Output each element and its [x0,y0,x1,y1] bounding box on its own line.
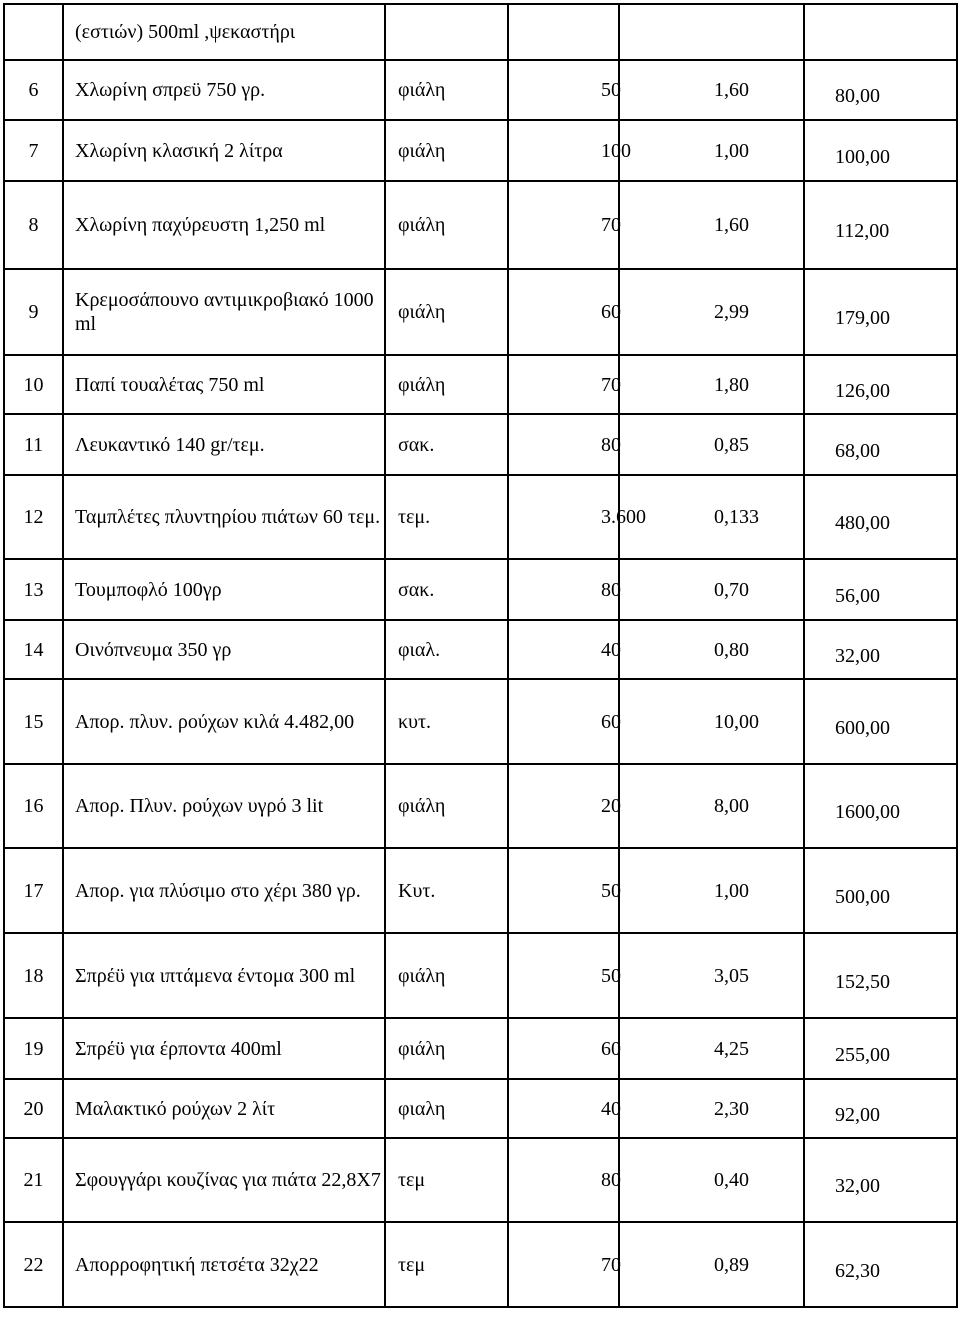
table-row [4,120,957,181]
item-quantity: 80 [508,1138,619,1222]
item-number: 22 [4,1222,63,1307]
item-unit: τεμ [385,1222,508,1307]
item-unit-price [619,4,804,60]
item-description: Σπρέϋ για έρποντα 400ml [63,1018,385,1079]
item-description: Κρεμοσάπουνο αντιμικροβιακό 1000 ml [63,269,385,355]
item-unit: φιάλη [385,269,508,355]
item-unit [385,4,508,60]
table-row [4,1018,957,1079]
item-quantity: 50 [508,933,619,1018]
item-unit: Κυτ. [385,848,508,933]
table-row [4,559,957,620]
table-row [4,414,957,475]
item-number: 11 [4,414,63,475]
table-row [4,181,957,269]
item-description: Σπρέϋ για ιπτάμενα έντομα 300 ml [63,933,385,1018]
item-number: 18 [4,933,63,1018]
item-total: 32,00 [835,1175,880,1197]
item-total: 32,00 [835,644,880,667]
table-row [4,60,957,120]
item-unit-price: 2,99 [619,269,804,355]
item-total: 600,00 [835,716,890,739]
item-number: 10 [4,355,63,414]
table-row [4,269,957,355]
item-description: Λευκαντικό 140 gr/τεμ. [63,414,385,475]
table-row [4,1138,957,1222]
item-number [4,4,63,60]
table-row [4,933,957,1018]
item-number: 16 [4,764,63,848]
item-quantity: 80 [508,414,619,475]
item-unit-price: 10,00 [619,679,804,764]
item-unit-price: 0,40 [619,1138,804,1222]
item-unit: φιάλη [385,764,508,848]
item-number: 7 [4,120,63,181]
item-quantity: 40 [508,1079,619,1138]
item-quantity: 70 [508,355,619,414]
item-quantity [508,4,619,60]
item-unit: φιάλη [385,355,508,414]
item-quantity: 60 [508,679,619,764]
item-total: 500,00 [835,885,890,908]
table-row [4,1079,957,1138]
item-quantity: 100 [508,120,619,181]
item-total: 92,00 [835,1103,880,1126]
item-total: 152,50 [835,970,890,993]
item-quantity: 40 [508,620,619,679]
item-total: 179,00 [835,307,890,329]
item-total: 80,00 [835,85,880,107]
table-row [4,4,957,60]
item-number: 15 [4,679,63,764]
item-description: Απορ. πλυν. ρούχων κιλά 4.482,00 [63,679,385,764]
item-number: 20 [4,1079,63,1138]
table-row [4,848,957,933]
item-number: 9 [4,269,63,355]
item-unit-price: 0,70 [619,559,804,620]
item-quantity: 50 [508,60,619,120]
item-total: 56,00 [835,584,880,607]
item-description: Χλωρίνη σπρεϋ 750 γρ. [63,60,385,120]
item-unit: τεμ. [385,475,508,559]
item-total: 100,00 [835,145,890,168]
item-description: Τουμποφλό 100γρ [63,559,385,620]
item-number: 6 [4,60,63,120]
item-description: Μαλακτικό ρούχων 2 λίτ [63,1079,385,1138]
item-quantity: 3.600 [508,475,619,559]
item-total: 112,00 [835,220,890,242]
items-table [3,3,958,1308]
item-description: Σφουγγάρι κουζίνας για πιάτα 22,8Χ7 [63,1138,385,1222]
item-number: 19 [4,1018,63,1079]
item-total: 126,00 [835,379,890,402]
item-unit-price: 3,05 [619,933,804,1018]
item-number: 14 [4,620,63,679]
item-number: 21 [4,1138,63,1222]
item-description: Χλωρίνη κλασική 2 λίτρα [63,120,385,181]
item-unit: φιάλη [385,120,508,181]
item-unit: φιαλη [385,1079,508,1138]
item-unit-price: 0,133 [619,475,804,559]
item-unit: φιάλη [385,181,508,269]
item-unit-price: 1,00 [619,848,804,933]
item-unit: φιάλη [385,1018,508,1079]
table-row [4,1222,957,1307]
item-description: Απορ. Πλυν. ρούχων υγρό 3 lit [63,764,385,848]
table-row [4,764,957,848]
item-unit-price: 8,00 [619,764,804,848]
item-quantity: 50 [508,848,619,933]
item-number: 12 [4,475,63,559]
item-description: Απορροφητική πετσέτα 32χ22 [63,1222,385,1307]
item-total: 68,00 [835,439,880,462]
item-quantity: 70 [508,181,619,269]
item-total: 62,30 [835,1259,880,1282]
item-unit-price: 2,30 [619,1079,804,1138]
item-description: Οινόπνευμα 350 γρ [63,620,385,679]
item-quantity: 60 [508,269,619,355]
item-unit-price: 1,00 [619,120,804,181]
item-number: 8 [4,181,63,269]
item-description: Απορ. για πλύσιμο στο χέρι 380 γρ. [63,848,385,933]
item-quantity: 60 [508,1018,619,1079]
table-row [4,355,957,414]
table-row [4,475,957,559]
item-total: 255,00 [835,1043,890,1066]
item-number: 13 [4,559,63,620]
item-quantity: 70 [508,1222,619,1307]
item-unit-price: 1,80 [619,355,804,414]
item-quantity: 20 [508,764,619,848]
item-unit-price: 1,60 [619,60,804,120]
item-unit: σακ. [385,559,508,620]
item-unit: τεμ [385,1138,508,1222]
item-description: Χλωρίνη παχύρευστη 1,250 ml [63,181,385,269]
item-unit-price: 4,25 [619,1018,804,1079]
item-unit-price: 1,60 [619,181,804,269]
item-description: (εστιών) 500ml ,ψεκαστήρι [63,4,385,60]
item-unit-price: 0,80 [619,620,804,679]
item-number: 17 [4,848,63,933]
item-description: Παπί τουαλέτας 750 ml [63,355,385,414]
item-quantity: 80 [508,559,619,620]
item-total: 1600,00 [835,801,900,823]
item-description: Ταμπλέτες πλυντηρίου πιάτων 60 τεμ. [63,475,385,559]
item-unit-price: 0,89 [619,1222,804,1307]
item-unit-price: 0,85 [619,414,804,475]
table-row [4,620,957,679]
table-row [4,679,957,764]
item-total: 480,00 [835,512,890,534]
item-unit: κυτ. [385,679,508,764]
item-unit: φιάλη [385,933,508,1018]
item-unit: φιάλη [385,60,508,120]
item-unit: φιαλ. [385,620,508,679]
item-total [804,4,957,60]
item-unit: σακ. [385,414,508,475]
